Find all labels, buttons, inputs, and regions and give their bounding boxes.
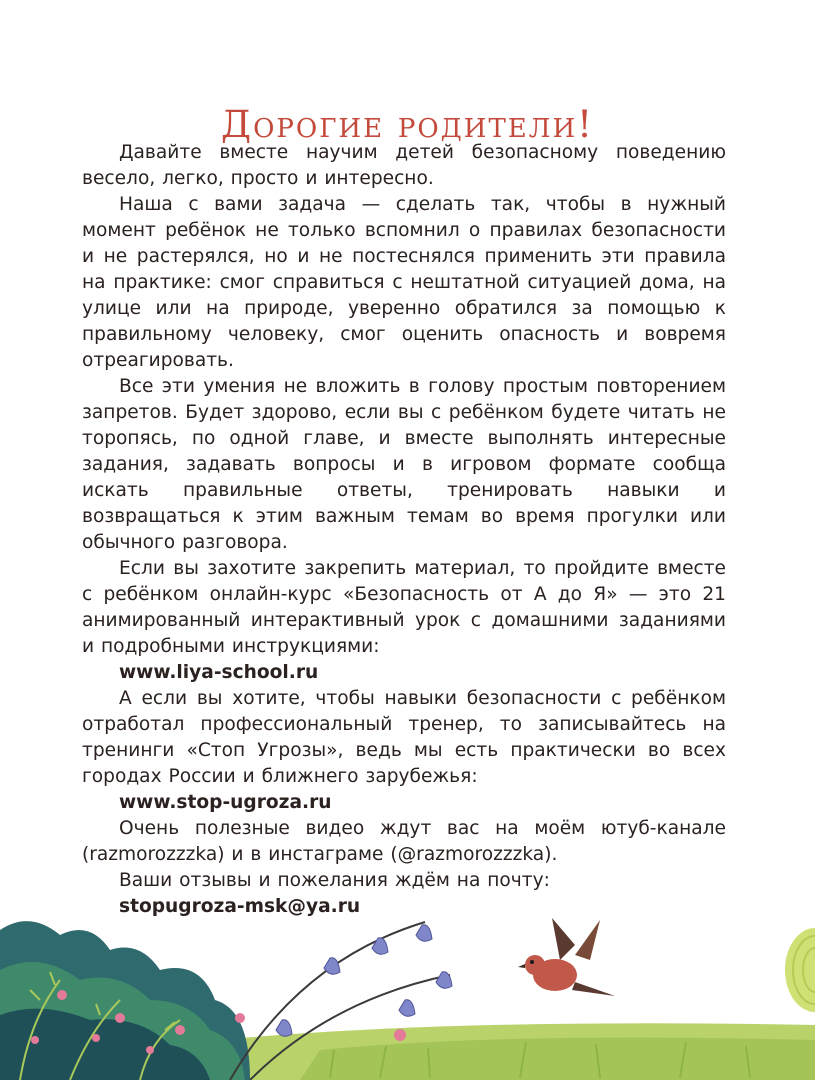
paragraph-course: Если вы захотите закрепить материал, то пройдите вместе с ребёнком онлайн-курс «Безопасность от А до Я» — это 21 анимированный интерактивный урок с домашними заданиями и подробными инструкциями: (82, 558, 726, 657)
nature-illustration (0, 900, 815, 1080)
paragraph-intro: Давайте вместе научим детей безопасному поведению весело, легко, просто и интересно. (82, 142, 726, 189)
left-bush-icon (0, 921, 250, 1080)
bird-icon (518, 918, 615, 996)
paragraph-skills: Все эти умения не вложить в голову простым повторением запретов. Будет здорово, если вы с ребёнком будете читать не торопясь, по одной главе, и вместе выполнять интересные задания, задавать вопросы и в игровом формате сообща искать правильные ответы, тренировать навыки и возвращаться к этим важным темам во время прогулки или обычного разговора. (82, 376, 726, 553)
right-bush-icon (785, 928, 815, 1012)
paragraph-task: Наша с вами задача — сделать так, чтобы в нужный момент ребёнок не только вспомнил о правилах безопасности и не растерялся, но и не постеснялся применить эти правила на практике: смог справиться с нештатной ситуацией дома, на улице или на природе, уверенно обратился за помощью к правильному человеку, смог оценить опасность и вовремя отреагировать. (82, 194, 726, 371)
paragraph-video: Очень полезные видео ждут вас на моём ютуб-канале (razmorozzzka) и в инстаграме (@razmorozzzka). (82, 818, 726, 865)
page-title: Дорогие родители! (220, 102, 595, 146)
email-link[interactable]: stopugroza-msk@ya.ru (119, 896, 361, 917)
paragraph-training: А если вы хотите, чтобы навыки безопасности с ребёнком отработал профессиональный тренер, то записывайтесь на тренинги «Стоп Угрозы», ведь мы есть практически во всех городах России и ближнего зарубежья: (82, 688, 726, 787)
paragraph-feedback: Ваши отзывы и пожелания ждём на почту: (119, 870, 550, 891)
training-link[interactable]: www.stop-ugroza.ru (119, 792, 332, 813)
letter-body (82, 140, 726, 920)
course-link[interactable]: www.liya-school.ru (119, 662, 319, 683)
